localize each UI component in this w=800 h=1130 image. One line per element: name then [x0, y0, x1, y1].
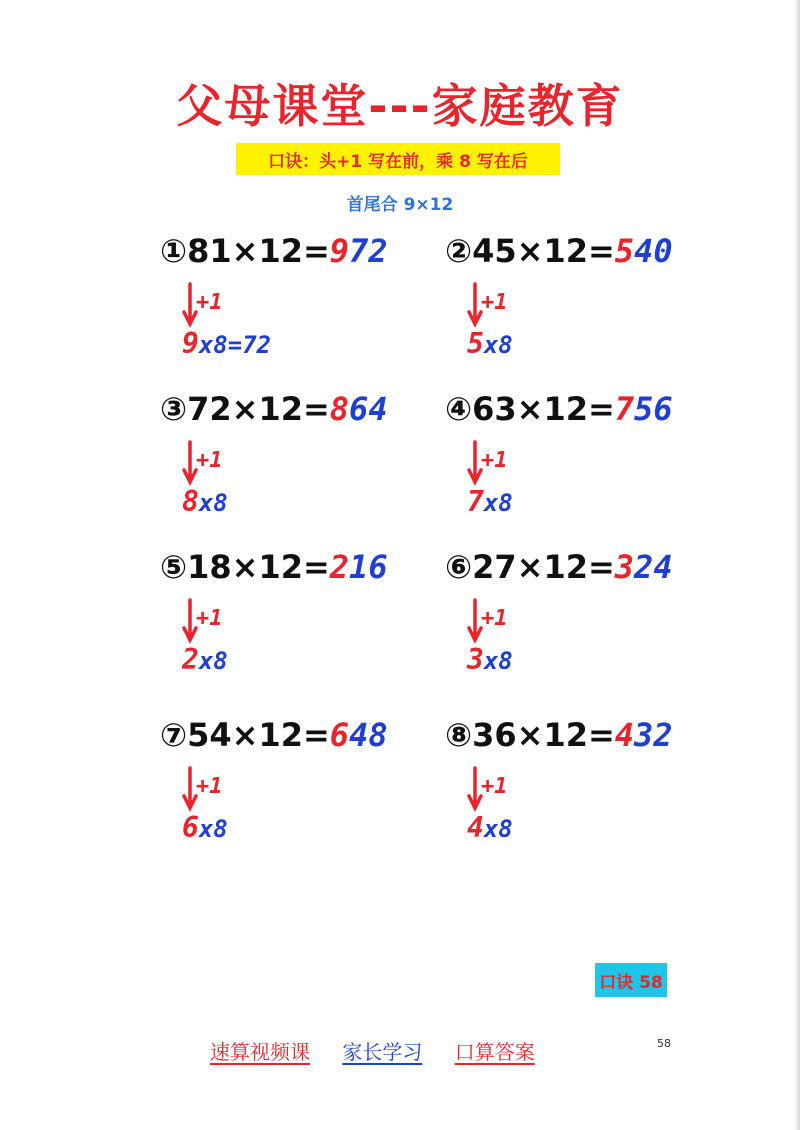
plus-one-note: +1 [481, 606, 508, 631]
equation [160, 390, 388, 428]
footer-link-answers[interactable]: 口算答案 [454, 1040, 535, 1064]
plus-one-note: +1 [196, 448, 223, 473]
calc-rest: x8 [483, 489, 513, 517]
calc-head: 8 [182, 485, 199, 518]
calc-head: 7 [467, 485, 484, 518]
plus-one-note: +1 [481, 448, 508, 473]
answer-head: 9 [329, 232, 350, 270]
footer-link-video-course[interactable]: 速算视频课 [210, 1040, 310, 1064]
problem-8 [445, 716, 745, 856]
calc-note [182, 643, 228, 676]
problem-5 [160, 548, 460, 688]
plus-one-note: +1 [481, 774, 508, 799]
equation-rest: 12= [543, 548, 615, 586]
calc-rest: x8 [483, 815, 513, 843]
answer-tail: 40 [634, 232, 673, 270]
page-edge [794, 0, 800, 1130]
equation [160, 716, 388, 754]
times-sign: × [231, 716, 259, 754]
answer-tail: 24 [634, 548, 673, 586]
equation [445, 716, 673, 754]
answer-tail: 48 [349, 716, 388, 754]
calc-head: 3 [467, 643, 484, 676]
problem-label: ②45 [445, 232, 517, 270]
calc-rest: x8 [198, 489, 228, 517]
answer-head: 7 [614, 390, 635, 428]
plus-one-note: +1 [196, 290, 223, 315]
times-sign: × [516, 716, 544, 754]
problem-7 [160, 716, 460, 856]
times-sign: × [231, 232, 259, 270]
problem-label: ⑥27 [445, 548, 517, 586]
plus-one-note: +1 [481, 290, 508, 315]
problem-label: ⑧36 [445, 716, 517, 754]
equation-rest: 12= [258, 390, 330, 428]
answer-tail: 32 [634, 716, 673, 754]
times-sign: × [231, 390, 259, 428]
calc-head: 2 [182, 643, 199, 676]
answer-head: 2 [329, 548, 350, 586]
calc-rest: x8 [483, 331, 513, 359]
answer-head: 8 [329, 390, 350, 428]
times-sign: × [516, 548, 544, 586]
calc-note [467, 643, 513, 676]
problem-6 [445, 548, 745, 688]
problem-3 [160, 390, 460, 530]
equation-rest: 12= [543, 390, 615, 428]
equation [160, 232, 388, 270]
equation [160, 548, 388, 586]
times-sign: × [231, 548, 259, 586]
footer-links [210, 1036, 561, 1065]
answer-tail: 64 [349, 390, 388, 428]
equation [445, 232, 673, 270]
equation-rest: 12= [543, 232, 615, 270]
subtitle: 首尾合 9×12 [346, 195, 454, 215]
formula-badge: 口诀 58 [595, 963, 667, 997]
calc-rest: x8 [483, 647, 513, 675]
calc-rest: x8 [198, 815, 228, 843]
problem-1 [160, 232, 460, 372]
equation-rest: 12= [258, 548, 330, 586]
times-sign: × [516, 232, 544, 270]
calc-note [467, 327, 513, 360]
page-number: 58 [657, 1037, 671, 1050]
slogan-banner: 口诀：头+1 写在前，乘 8 写在后 [236, 143, 560, 175]
problem-label: ④63 [445, 390, 517, 428]
problem-4 [445, 390, 745, 530]
footer-link-parent-study[interactable]: 家长学习 [342, 1040, 423, 1064]
calc-head: 6 [182, 811, 199, 844]
times-sign: × [516, 390, 544, 428]
calc-note [182, 327, 271, 360]
calc-rest: x8=72 [198, 331, 272, 359]
calc-rest: x8 [198, 647, 228, 675]
plus-one-note: +1 [196, 606, 223, 631]
problem-label: ①81 [160, 232, 232, 270]
answer-head: 5 [614, 232, 635, 270]
problem-label: ⑦54 [160, 716, 232, 754]
answer-tail: 56 [634, 390, 673, 428]
problem-label: ③72 [160, 390, 232, 428]
equation-rest: 12= [543, 716, 615, 754]
equation-rest: 12= [258, 716, 330, 754]
equation-rest: 12= [258, 232, 330, 270]
calc-note [467, 811, 513, 844]
problem-label: ⑤18 [160, 548, 232, 586]
answer-tail: 16 [349, 548, 388, 586]
problem-2 [445, 232, 745, 372]
calc-note [182, 485, 228, 518]
calc-note [467, 485, 513, 518]
equation [445, 548, 673, 586]
calc-head: 4 [467, 811, 484, 844]
plus-one-note: +1 [196, 774, 223, 799]
calc-head: 5 [467, 327, 484, 360]
equation [445, 390, 673, 428]
answer-head: 3 [614, 548, 635, 586]
answer-head: 4 [614, 716, 635, 754]
answer-head: 6 [329, 716, 350, 754]
calc-head: 9 [182, 327, 199, 360]
answer-tail: 72 [349, 232, 388, 270]
calc-note [182, 811, 228, 844]
page-title: 父母课堂---家庭教育 [176, 79, 624, 133]
